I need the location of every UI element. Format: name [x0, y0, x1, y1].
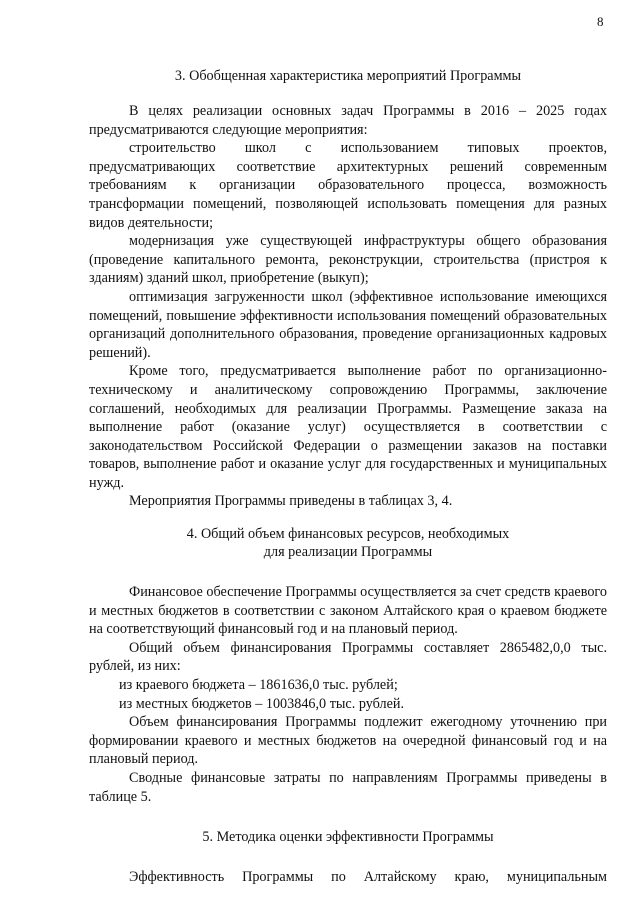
section-3-paragraph: Мероприятия Программы приведены в таблицах 3, 4. — [129, 493, 453, 510]
section-3-list-item: модернизация уже существующей инфраструктуры общего образования (проведение капитального ремонта, реконструкции, строительства (пристроя к зданиям) зданий школ, приобретение (выкуп); — [89, 233, 607, 287]
section-4-paragraph: Финансовое обеспечение Программы осуществляется за счет средств краевого и местных бюджетов в соответствии с законом Алтайского края о краевом бюджете на соответствующий финансовый год и на плановый период. — [89, 584, 607, 638]
section-3-paragraph: В целях реализации основных задач Программы в 2016 – 2025 годах предусматриваются следующие мероприятия: — [89, 103, 607, 138]
section-4-title — [89, 525, 607, 561]
section-3-list-item: оптимизация загруженности школ (эффективное использование имеющихся помещений, повышение эффективности использования помещений образовательных организаций дополнительного образования, проведение организационных кадровых решений). — [89, 288, 607, 361]
section-4-paragraph: Сводные финансовые затраты по направлениям Программы приведены в таблице 5. — [89, 770, 607, 805]
section-3-list-item: строительство школ с использованием типовых проектов, предусматривающих соответствие архитектурных решений современным требованиям к организации образовательного процесса, возможность трансформации помещений, позволяющей использовать помещения для разных видов деятельности; — [89, 140, 607, 231]
section-4-paragraph: Объем финансирования Программы подлежит ежегодному уточнению при формировании краевого и местных бюджетов на очередной финансовый год и на плановый период. — [89, 714, 607, 768]
page-number: 8 — [597, 14, 604, 29]
section-4-title-line-1: 4. Общий объем финансовых ресурсов, необходимых — [186, 526, 510, 543]
section-3-title: 3. Обобщенная характеристика мероприятий Программы — [174, 68, 522, 84]
section-4-paragraph: Общий объем финансирования Программы составляет 2865482,0,0 тыс. рублей, из них: — [89, 639, 607, 675]
document-body — [89, 67, 607, 887]
section-4-budget-line: из краевого бюджета – 1861636,0 тыс. рублей; — [119, 677, 398, 694]
section-4-budget-line: из местных бюджетов – 1003846,0 тыс. рублей. — [119, 695, 405, 712]
section-5-paragraph: Эффективность Программы по Алтайскому краю, муниципальным — [129, 869, 607, 886]
section-5-title: 5. Методика оценки эффективности Программы — [202, 829, 494, 846]
section-4-title-line-2: для реализации Программы — [263, 544, 433, 561]
section-3-paragraph: Кроме того, предусматривается выполнение работ по организационно-техническому и аналитическому сопровождению Программы, заключение соглашений, необходимых для реализации Программы. Размещение заказа на выполнение работ (оказание услуг) осуществляется в соответствии с законодательством Российской Федерации о размещении заказов на поставки товаров, выполнение работ и оказание услуг для государственных и муниципальных нужд. — [89, 363, 607, 491]
